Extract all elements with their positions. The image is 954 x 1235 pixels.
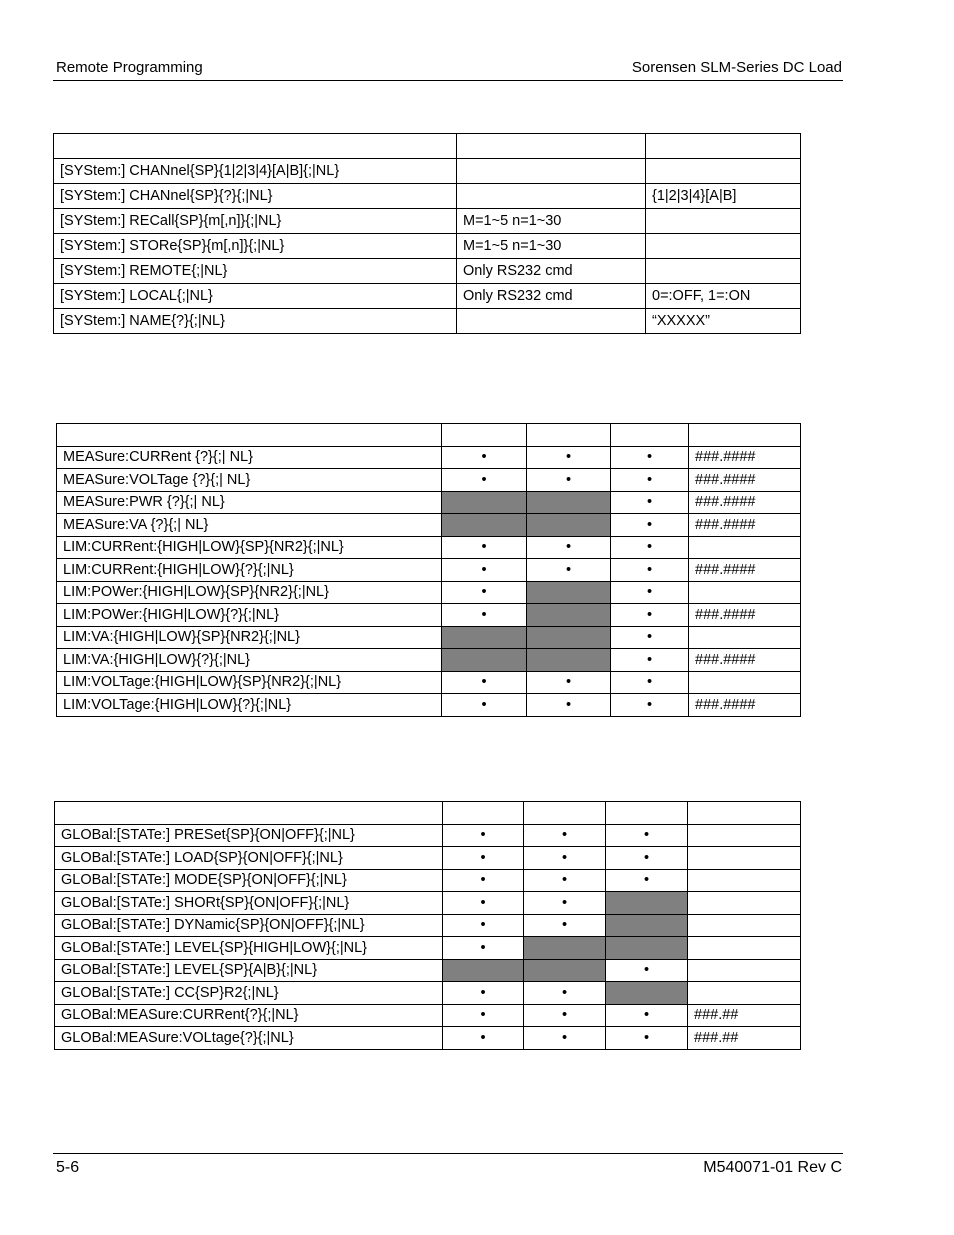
value-cell: • xyxy=(611,581,689,604)
command-cell: LIM:VA:{HIGH|LOW}{SP}{NR2}{;|NL} xyxy=(57,626,442,649)
value-cell: • xyxy=(443,914,524,937)
command-cell: LIM:VOLTage:{HIGH|LOW}{?}{;|NL} xyxy=(57,694,442,717)
value-cell xyxy=(688,824,801,847)
global-commands-body xyxy=(55,802,801,1050)
value-cell: • xyxy=(606,847,688,870)
table-row xyxy=(57,514,801,537)
value-cell: • xyxy=(524,824,606,847)
value-cell: • xyxy=(443,1027,524,1050)
value-cell xyxy=(689,671,801,694)
value-cell xyxy=(688,892,801,915)
value-cell: • xyxy=(611,491,689,514)
value-cell: • xyxy=(443,892,524,915)
command-cell: GLOBal:[STATe:] MODE{SP}{ON|OFF}{;|NL} xyxy=(55,869,443,892)
value-cell xyxy=(457,159,646,184)
value-cell xyxy=(688,847,801,870)
table-row xyxy=(55,869,801,892)
value-cell xyxy=(688,869,801,892)
value-cell: • xyxy=(524,892,606,915)
table-row xyxy=(57,649,801,672)
value-cell: ###.#### xyxy=(689,514,801,537)
value-cell xyxy=(442,514,527,537)
value-cell: ###.#### xyxy=(689,649,801,672)
command-cell: GLOBal:[STATe:] CC{SP}R2{;|NL} xyxy=(55,982,443,1005)
footer-page-number: 5-6 xyxy=(56,1159,80,1176)
value-cell: ###.## xyxy=(688,1004,801,1027)
command-cell: LIM:POWer:{HIGH|LOW}{SP}{NR2}{;|NL} xyxy=(57,581,442,604)
command-cell: GLOBal:[STATe:] DYNamic{SP}{ON|OFF}{;|NL} xyxy=(55,914,443,937)
value-cell: • xyxy=(524,982,606,1005)
value-cell xyxy=(442,491,527,514)
command-cell: [SYStem:] STORe{SP}{m[,n]}{;|NL} xyxy=(54,234,457,259)
table-row xyxy=(57,469,801,492)
table-row xyxy=(55,914,801,937)
header-left: Remote Programming xyxy=(56,59,203,76)
table-row xyxy=(55,982,801,1005)
value-cell: • xyxy=(606,1004,688,1027)
value-cell: • xyxy=(527,446,611,469)
value-cell: • xyxy=(442,581,527,604)
value-cell: ###.#### xyxy=(689,559,801,582)
table-header-row xyxy=(55,802,801,825)
value-cell: • xyxy=(524,914,606,937)
table-row xyxy=(54,159,801,184)
command-cell: [SYStem:] REMOTE{;|NL} xyxy=(54,259,457,284)
value-cell: • xyxy=(442,604,527,627)
value-cell: • xyxy=(611,536,689,559)
command-cell: MEASure:VOLTage {?}{;| NL} xyxy=(57,469,442,492)
value-cell: • xyxy=(524,1004,606,1027)
command-cell: GLOBal:MEASure:CURRent{?}{;|NL} xyxy=(55,1004,443,1027)
value-cell: • xyxy=(611,446,689,469)
table-row xyxy=(54,284,801,309)
header-cell xyxy=(646,134,801,159)
header-cell xyxy=(688,802,801,825)
system-commands-table xyxy=(53,133,801,334)
value-cell xyxy=(443,959,524,982)
command-cell: LIM:CURRent:{HIGH|LOW}{?}{;|NL} xyxy=(57,559,442,582)
value-cell: • xyxy=(443,847,524,870)
value-cell: • xyxy=(443,937,524,960)
table-row xyxy=(57,536,801,559)
value-cell xyxy=(689,626,801,649)
value-cell: • xyxy=(611,694,689,717)
command-cell: [SYStem:] CHANnel{SP}{?}{;|NL} xyxy=(54,184,457,209)
command-cell: [SYStem:] NAME{?}{;|NL} xyxy=(54,309,457,334)
value-cell: • xyxy=(443,824,524,847)
value-cell: • xyxy=(527,536,611,559)
command-cell: GLOBal:[STATe:] LOAD{SP}{ON|OFF}{;|NL} xyxy=(55,847,443,870)
footer-doc-id: M540071-01 Rev C xyxy=(703,1159,842,1176)
value-cell: “XXXXX” xyxy=(646,309,801,334)
table-row xyxy=(54,259,801,284)
value-cell xyxy=(527,626,611,649)
value-cell: • xyxy=(606,959,688,982)
command-cell: [SYStem:] RECall{SP}{m[,n]}{;|NL} xyxy=(54,209,457,234)
value-cell xyxy=(442,649,527,672)
table-row xyxy=(54,234,801,259)
table-row xyxy=(57,626,801,649)
command-cell: GLOBal:MEASure:VOLtage{?}{;|NL} xyxy=(55,1027,443,1050)
value-cell xyxy=(646,159,801,184)
value-cell: • xyxy=(527,694,611,717)
value-cell: • xyxy=(611,514,689,537)
value-cell: • xyxy=(527,671,611,694)
table-row xyxy=(57,581,801,604)
value-cell xyxy=(527,604,611,627)
value-cell: • xyxy=(611,626,689,649)
table-row xyxy=(55,892,801,915)
value-cell xyxy=(457,309,646,334)
value-cell xyxy=(524,959,606,982)
table-row xyxy=(55,937,801,960)
header-cell xyxy=(54,134,457,159)
table-row xyxy=(54,309,801,334)
value-cell: • xyxy=(611,671,689,694)
global-commands-table xyxy=(54,801,801,1050)
command-cell: GLOBal:[STATe:] PRESet{SP}{ON|OFF}{;|NL} xyxy=(55,824,443,847)
value-cell: • xyxy=(611,469,689,492)
value-cell xyxy=(527,649,611,672)
header-cell xyxy=(55,802,443,825)
command-cell: GLOBal:[STATe:] SHORt{SP}{ON|OFF}{;|NL} xyxy=(55,892,443,915)
value-cell: 0=:OFF, 1=:ON xyxy=(646,284,801,309)
command-cell: MEASure:CURRent {?}{;| NL} xyxy=(57,446,442,469)
value-cell xyxy=(442,626,527,649)
command-cell: [SYStem:] CHANnel{SP}{1|2|3|4}[A|B]{;|NL} xyxy=(54,159,457,184)
table-row xyxy=(55,1004,801,1027)
value-cell xyxy=(527,491,611,514)
table-row xyxy=(55,959,801,982)
value-cell: • xyxy=(611,559,689,582)
value-cell: M=1~5 n=1~30 xyxy=(457,234,646,259)
header-rule xyxy=(53,80,843,81)
measure-limit-commands-body xyxy=(57,424,801,717)
header-cell xyxy=(527,424,611,447)
header-cell xyxy=(57,424,442,447)
header-cell xyxy=(611,424,689,447)
value-cell: • xyxy=(443,982,524,1005)
table-row xyxy=(55,847,801,870)
value-cell xyxy=(688,959,801,982)
value-cell xyxy=(646,234,801,259)
command-cell: LIM:CURRent:{HIGH|LOW}{SP}{NR2}{;|NL} xyxy=(57,536,442,559)
header-cell xyxy=(443,802,524,825)
value-cell: ###.#### xyxy=(689,446,801,469)
value-cell: • xyxy=(524,847,606,870)
table-row xyxy=(57,694,801,717)
command-cell: GLOBal:[STATe:] LEVEL{SP}{HIGH|LOW}{;|NL} xyxy=(55,937,443,960)
command-cell: LIM:VOLTage:{HIGH|LOW}{SP}{NR2}{;|NL} xyxy=(57,671,442,694)
value-cell xyxy=(527,581,611,604)
value-cell: • xyxy=(442,469,527,492)
value-cell: • xyxy=(606,1027,688,1050)
table-row xyxy=(55,824,801,847)
table-row xyxy=(57,559,801,582)
value-cell: • xyxy=(442,671,527,694)
table-row xyxy=(54,184,801,209)
value-cell: • xyxy=(527,559,611,582)
value-cell xyxy=(527,514,611,537)
value-cell: • xyxy=(524,869,606,892)
value-cell xyxy=(688,914,801,937)
value-cell xyxy=(689,581,801,604)
value-cell: M=1~5 n=1~30 xyxy=(457,209,646,234)
command-cell: LIM:VA:{HIGH|LOW}{?}{;|NL} xyxy=(57,649,442,672)
table-row xyxy=(55,1027,801,1050)
table-header-row xyxy=(54,134,801,159)
value-cell: • xyxy=(611,604,689,627)
command-cell: MEASure:PWR {?}{;| NL} xyxy=(57,491,442,514)
value-cell xyxy=(606,914,688,937)
value-cell: Only RS232 cmd xyxy=(457,259,646,284)
value-cell xyxy=(688,937,801,960)
value-cell xyxy=(689,536,801,559)
value-cell xyxy=(606,892,688,915)
command-cell: [SYStem:] LOCAL{;|NL} xyxy=(54,284,457,309)
value-cell: • xyxy=(443,1004,524,1027)
measure-limit-commands-table xyxy=(56,423,801,717)
value-cell xyxy=(688,982,801,1005)
value-cell: {1|2|3|4}[A|B] xyxy=(646,184,801,209)
command-cell: GLOBal:[STATe:] LEVEL{SP}{A|B}{;|NL} xyxy=(55,959,443,982)
header-cell xyxy=(524,802,606,825)
command-cell: LIM:POWer:{HIGH|LOW}{?}{;|NL} xyxy=(57,604,442,627)
value-cell: ###.## xyxy=(688,1027,801,1050)
value-cell: Only RS232 cmd xyxy=(457,284,646,309)
value-cell: ###.#### xyxy=(689,469,801,492)
header-right: Sorensen SLM-Series DC Load xyxy=(631,59,842,76)
table-row xyxy=(57,446,801,469)
value-cell xyxy=(646,209,801,234)
value-cell: • xyxy=(443,869,524,892)
value-cell xyxy=(606,982,688,1005)
table-header-row xyxy=(57,424,801,447)
value-cell: • xyxy=(442,694,527,717)
value-cell xyxy=(524,937,606,960)
value-cell: • xyxy=(442,536,527,559)
value-cell: ###.#### xyxy=(689,491,801,514)
value-cell: ###.#### xyxy=(689,604,801,627)
value-cell xyxy=(457,184,646,209)
value-cell: • xyxy=(442,446,527,469)
table-row xyxy=(54,209,801,234)
system-commands-body xyxy=(54,134,801,334)
value-cell xyxy=(606,937,688,960)
value-cell: ###.#### xyxy=(689,694,801,717)
footer-rule xyxy=(53,1153,843,1154)
value-cell: • xyxy=(524,1027,606,1050)
header-cell xyxy=(442,424,527,447)
header-cell xyxy=(606,802,688,825)
table-row xyxy=(57,491,801,514)
value-cell xyxy=(646,259,801,284)
header-cell xyxy=(689,424,801,447)
value-cell: • xyxy=(442,559,527,582)
command-cell: MEASure:VA {?}{;| NL} xyxy=(57,514,442,537)
value-cell: • xyxy=(527,469,611,492)
value-cell: • xyxy=(606,824,688,847)
value-cell: • xyxy=(611,649,689,672)
table-row xyxy=(57,671,801,694)
table-row xyxy=(57,604,801,627)
value-cell: • xyxy=(606,869,688,892)
header-cell xyxy=(457,134,646,159)
